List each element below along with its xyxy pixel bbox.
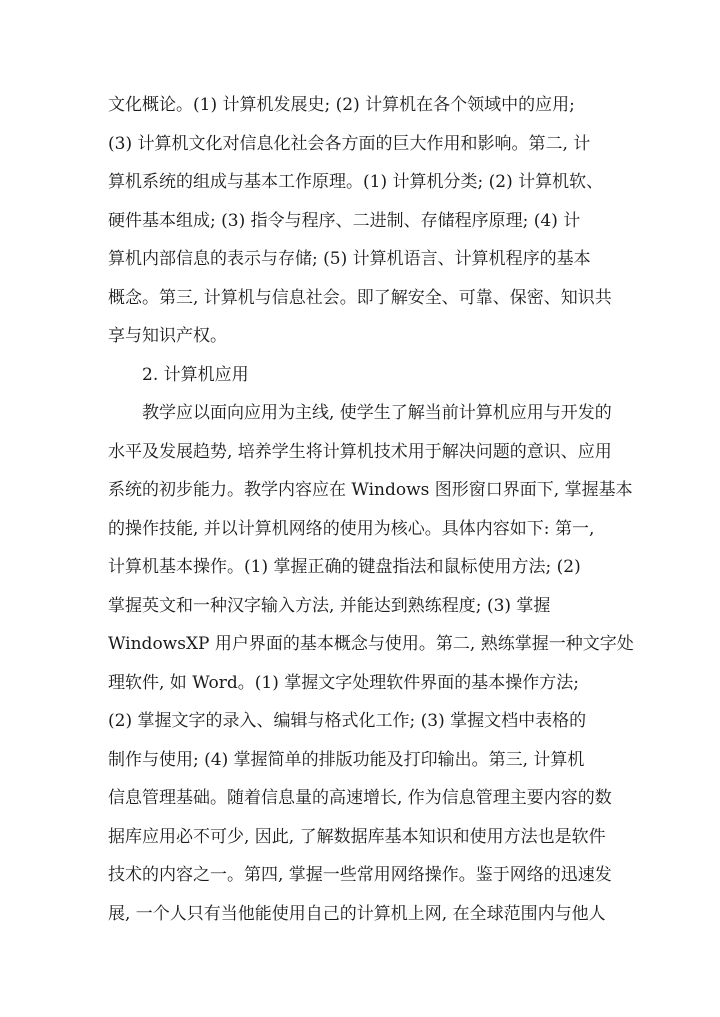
text-line: 算机内部信息的表示与存储; (5) 计算机语言、计算机程序的基本: [108, 249, 591, 269]
text-line: 信息管理基础。随着信息量的高速增长, 作为信息管理主要内容的数: [108, 788, 612, 808]
text-line: 系统的初步能力。教学内容应在 Windows 图形窗口界面下, 掌握基本: [108, 480, 633, 500]
text-line: 据库应用必不可少, 因此, 了解数据库基本知识和使用方法也是软件: [108, 826, 606, 847]
section-heading: 2. 计算机应用: [142, 364, 249, 385]
text-line: 水平及发展趋势, 培养学生将计算机技术用于解决问题的意识、应用: [108, 441, 612, 462]
text-line: 掌握英文和一种汉字输入方法, 并能达到熟练程度; (3) 掌握: [108, 595, 551, 616]
text-line: 硬件基本组成; (3) 指令与程序、二进制、存储程序原理; (4) 计: [108, 210, 581, 231]
text-line: 技术的内容之一。第四, 掌握一些常用网络操作。鉴于网络的迅速发: [108, 865, 612, 885]
text-line: 概念。第三, 计算机与信息社会。即了解安全、可靠、保密、知识共: [108, 287, 612, 308]
text-line: 理软件, 如 Word。(1) 掌握文字处理软件界面的基本操作方法;: [108, 672, 579, 693]
text-line: (3) 计算机文化对信息化社会各方面的巨大作用和影响。第二, 计: [108, 133, 591, 154]
text-line: WindowsXP 用户界面的基本概念与使用。第二, 熟练掌握一种文字处: [108, 634, 634, 654]
text-line: 制作与使用; (4) 掌握简单的排版功能及打印输出。第三, 计算机: [108, 749, 585, 770]
text-line: 计算机基本操作。(1) 掌握正确的键盘指法和鼠标使用方法; (2): [108, 557, 581, 577]
text-line: 享与知识产权。: [108, 326, 227, 346]
text-line: 算机系统的组成与基本工作原理。(1) 计算机分类; (2) 计算机软、: [108, 172, 604, 192]
text-line: (2) 掌握文字的录入、编辑与格式化工作; (3) 掌握文档中表格的: [108, 711, 587, 731]
paragraph-first-line: 教学应以面向应用为主线, 使学生了解当前计算机应用与开发的: [142, 403, 612, 423]
document-body: [108, 86, 634, 933]
text-line: 展, 一个人只有当他能使用自己的计算机上网, 在全球范围内与他人: [108, 903, 606, 924]
text-line: 的操作技能, 并以计算机网络的使用为核心。具体内容如下: 第一,: [108, 518, 595, 539]
text-line: 文化概论。(1) 计算机发展史; (2) 计算机在各个领域中的应用;: [108, 95, 575, 115]
